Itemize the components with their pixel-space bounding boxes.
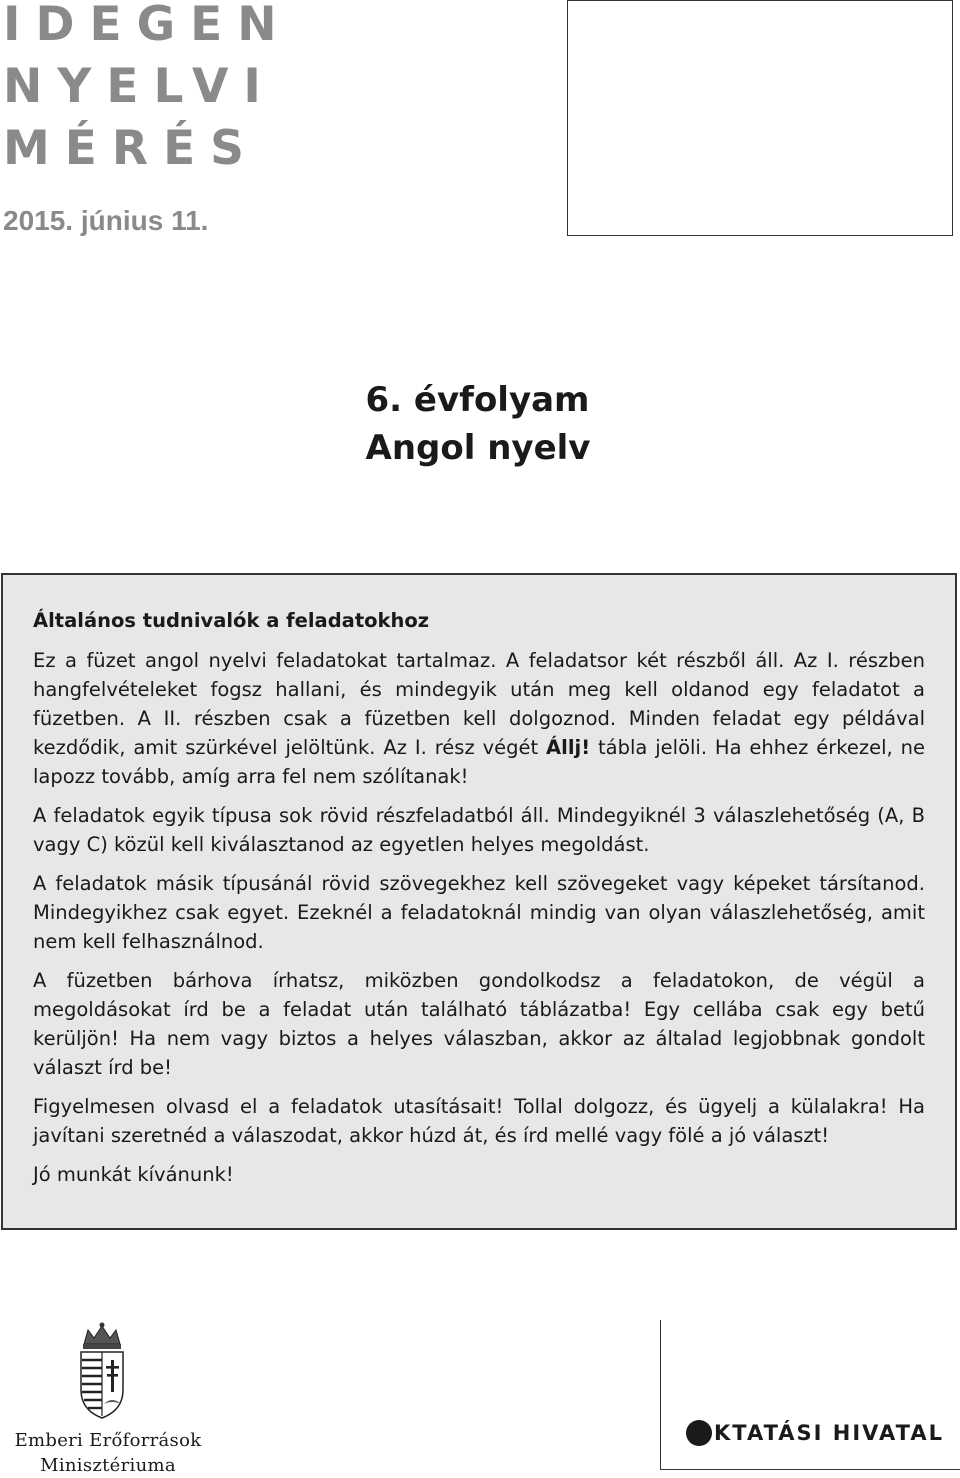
ministry-name [0,1428,216,1478]
student-code-box [567,0,953,236]
instructions-p1-text-a: Ez a füzet angol nyelvi feladatokat tartalmaz. A feladatsor két részből áll. Az I. részben hangfelvételeket fogsz hallani, és mindegyik után meg kell oldanod egy feladatot a füzetben. A II. részben csak a füzetben kell dolgoznod. Minden feladat egy példával kezdődik, amit szürkével jelöltünk. Az I. rész végét [33,649,925,759]
office-frame-vertical-rule [660,1320,661,1470]
office-circle-icon [686,1420,712,1446]
stop-sign-label: Állj! [546,736,591,759]
office-name: KTATÁSI HIVATAL [714,1421,944,1445]
test-title [3,0,292,180]
grade-subject [0,376,960,472]
instructions-p1-text-b: tábla jelöli. Ha ehhez érkezel, ne lapozz tovább, amíg arra fel nem szólítanak! [33,736,925,788]
instructions-paragraph-2: A feladatok egyik típusa sok rövid részfeladatból áll. Mindegyiknél 3 válaszlehetőség (A, B vagy C) közül kell kiválasztanod az egyetlen helyes megoldást. [33,804,925,856]
title-line-1: IDEGEN [3,0,292,52]
instructions-paragraph-5: Figyelmesen olvasd el a feladatok utasításait! Tollal dolgozz, és ügyelj a külalakra! Ha javítani szeretnéd a válaszodat, akkor húzd át, és írd mellé vagy fölé a jó választ! [33,1095,925,1147]
instructions-paragraph-1 [33,646,925,791]
instructions-closing: Jó munkát kívánunk! [33,1163,234,1186]
instructions-paragraph-3: A feladatok másik típusánál rövid szövegekhez kell szövegeket vagy képeket társítanod. Mindegyikhez csak egyet. Ezeknél a feladatoknál mindig van olyan válaszlehetőség, amit nem kell felhasználnod. [33,872,925,953]
ministry-line-2: Minisztériuma [40,1455,176,1476]
education-office-logo [686,1420,944,1446]
office-frame-horizontal-rule [660,1469,960,1470]
ministry-line-1: Emberi Erőforrások [14,1430,202,1451]
instructions-box [1,573,957,1230]
title-line-2: NYELVI [3,59,276,114]
test-date: 2015. június 11. [3,205,209,236]
grade-label: 6. évfolyam [365,380,590,420]
title-line-3: MÉRÉS [3,121,260,176]
instructions-heading: Általános tudnivalók a feladatokhoz [33,609,430,632]
instructions-paragraph-4: A füzetben bárhova írhatsz, miközben gondolkodsz a feladatokon, de végül a megoldásokat írd be a feladat után található táblázatba! Egy cellába csak egy betű kerüljön! Ha nem vagy biztos a helyes válaszban, akkor az általad legjobbnak gondolt választ írd be! [33,969,925,1079]
hungarian-coat-of-arms-icon [72,1322,132,1422]
subject-label: Angol nyelv [365,428,591,468]
